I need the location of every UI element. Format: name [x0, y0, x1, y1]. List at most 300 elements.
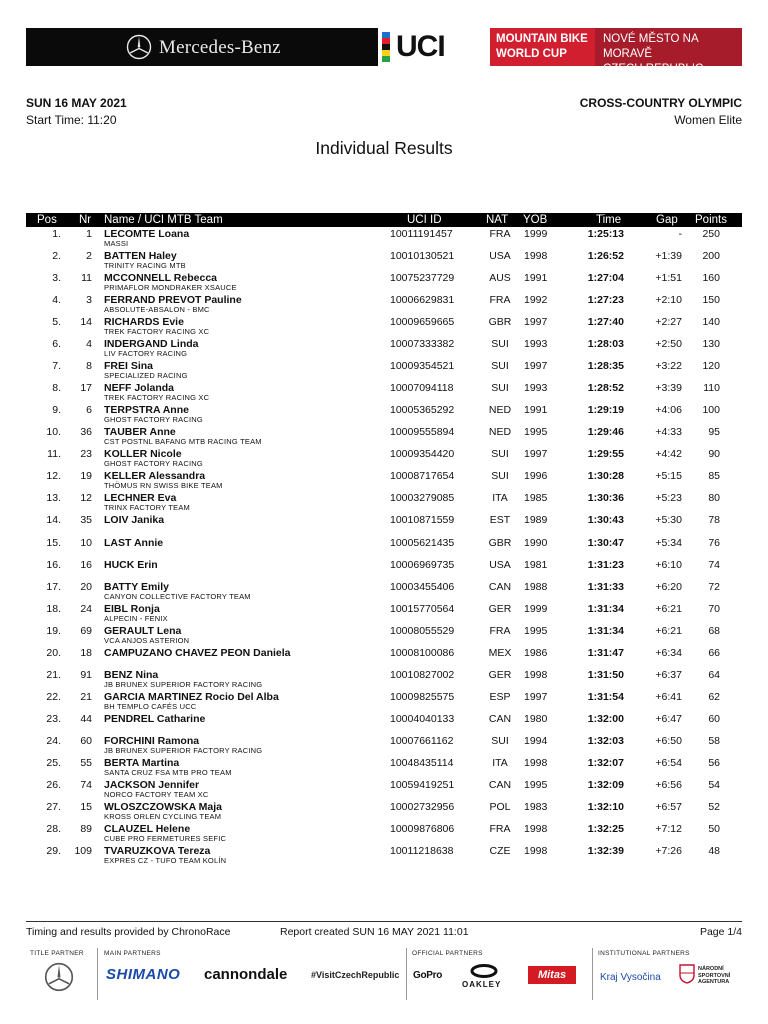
nationality: USA: [489, 250, 511, 262]
year-of-birth: 1998: [524, 757, 548, 769]
table-row: [26, 822, 742, 844]
time-gap: +5:34: [655, 537, 682, 549]
rider-name: BENZ Nina: [104, 669, 159, 681]
finish-time: 1:27:23: [587, 294, 624, 306]
year-of-birth: 1983: [524, 801, 548, 813]
agentura-logo: [698, 966, 730, 986]
rider-name: WLOSZCZOWSKA Maja: [104, 801, 223, 813]
uci-id: 10008717654: [390, 470, 455, 482]
bib-number: 19: [80, 470, 92, 482]
uci-id: 10011191457: [390, 228, 453, 240]
nationality: CAN: [488, 581, 512, 593]
table-row: [26, 491, 742, 513]
table-row: [26, 381, 742, 403]
rider-name: RICHARDS Evie: [104, 316, 184, 328]
finish-time: 1:32:07: [587, 757, 624, 769]
team-name: EXPRES CZ - TUFO TEAM KOLÍN: [104, 856, 227, 865]
gopro-logo: GoPro: [413, 970, 443, 981]
team-name: ALPECIN - FENIX: [104, 614, 168, 623]
nationality: NED: [488, 404, 512, 416]
table-row: [26, 712, 742, 734]
time-gap: +2:50: [655, 338, 682, 350]
finish-time: 1:31:23: [587, 559, 624, 571]
timing-credit: Timing and results provided by ChronoRace: [26, 926, 231, 938]
table-row: [26, 580, 742, 602]
team-name: KROSS ORLEN CYCLING TEAM: [104, 812, 222, 821]
uci-id: 10006629831: [390, 294, 455, 306]
rider-name: NEFF Jolanda: [104, 382, 175, 394]
year-of-birth: 1998: [524, 823, 548, 835]
time-gap: +6:47: [655, 713, 682, 725]
series-line1: MOUNTAIN BIKE: [496, 33, 588, 45]
finish-time: 1:29:46: [587, 426, 624, 438]
rider-name: CLAUZEL Helene: [104, 823, 191, 835]
points: 50: [708, 823, 720, 835]
uci-logo: [378, 28, 490, 66]
points: 150: [702, 294, 720, 306]
uci-id: 10009354521: [390, 360, 455, 372]
col-nr: Nr: [79, 214, 92, 226]
position: 14.: [46, 514, 61, 526]
uci-id: 10004040133: [390, 713, 455, 725]
points: 160: [702, 272, 720, 284]
points: 48: [708, 845, 720, 857]
time-gap: +2:10: [655, 294, 682, 306]
agentura-line: SPORTOVNÍ: [698, 972, 731, 979]
uci-id: 10005621435: [390, 537, 455, 549]
finish-time: 1:28:35: [587, 360, 624, 372]
nationality: ITA: [492, 757, 508, 769]
nationality: CAN: [488, 713, 512, 725]
time-gap: +6:50: [655, 735, 682, 747]
position: 15.: [46, 537, 61, 549]
time-gap: +4:33: [655, 426, 682, 438]
venue-line1: NOVÉ MĚSTO NA MORAVĚ: [603, 33, 699, 60]
position: 6.: [52, 338, 61, 350]
bib-number: 1: [86, 228, 92, 240]
year-of-birth: 1991: [524, 272, 548, 284]
points: 80: [708, 492, 720, 504]
partner-divider: [406, 948, 407, 1000]
rider-name: KOLLER Nicole: [104, 448, 182, 460]
uci-id: 10009354420: [390, 448, 455, 460]
points: 130: [702, 338, 720, 350]
sponsor-name: Mercedes-Benz: [159, 37, 281, 58]
year-of-birth: 1998: [524, 845, 548, 857]
bib-number: 10: [80, 537, 92, 549]
finish-time: 1:29:19: [587, 404, 624, 416]
nationality: SUI: [491, 360, 509, 372]
bib-number: 74: [80, 779, 92, 791]
rider-name: JACKSON Jennifer: [104, 779, 200, 791]
uci-id: 10007661162: [390, 735, 454, 747]
rider-name: INDERGAND Linda: [104, 338, 199, 350]
position: 7.: [52, 360, 61, 372]
time-gap: +6:41: [655, 691, 682, 703]
position: 19.: [46, 625, 61, 637]
bib-number: 60: [80, 735, 92, 747]
nationality: GBR: [488, 537, 512, 549]
rider-name: LECOMTE Loana: [104, 228, 190, 240]
nationality: ITA: [492, 492, 508, 504]
main-partners-label: MAIN PARTNERS: [104, 950, 161, 957]
year-of-birth: 1990: [524, 537, 548, 549]
table-row: [26, 778, 742, 800]
points: 110: [703, 382, 720, 394]
position: 8.: [52, 382, 61, 394]
col-pos: Pos: [37, 214, 57, 226]
uci-id: 10010130521: [390, 250, 455, 262]
col-points: Points: [695, 214, 727, 226]
table-row: [26, 558, 742, 580]
team-name: PRIMAFLOR MONDRAKER XSAUCE: [104, 283, 237, 292]
bib-number: 20: [80, 581, 92, 593]
table-row: [26, 800, 742, 822]
nationality: CAN: [488, 779, 512, 791]
points: 52: [708, 801, 720, 813]
nationality: SUI: [491, 338, 509, 350]
points: 250: [702, 228, 720, 240]
uci-id: 10048435114: [390, 757, 454, 769]
uci-id: 10011218638: [390, 845, 454, 857]
table-row: [26, 602, 742, 624]
team-name: SPECIALIZED RACING: [104, 371, 188, 380]
finish-time: 1:26:52: [587, 250, 624, 262]
bib-number: 18: [80, 647, 92, 659]
year-of-birth: 1993: [524, 382, 548, 394]
bib-number: 4: [86, 338, 92, 350]
team-name: ABSOLUTE-ABSALON - BMC: [104, 305, 210, 314]
team-name: SANTA CRUZ FSA MTB PRO TEAM: [104, 768, 232, 777]
time-gap: +6:10: [655, 559, 682, 571]
table-row: [26, 513, 742, 535]
rider-name: LAST Annie: [104, 537, 164, 549]
nationality: POL: [489, 801, 511, 813]
position: 23.: [46, 713, 61, 725]
table-row: [26, 646, 742, 668]
table-row: [26, 425, 742, 447]
oakley-logo: OAKLEY: [462, 980, 502, 989]
team-name: TRINX FACTORY TEAM: [104, 503, 190, 512]
time-gap: +6:37: [655, 669, 682, 681]
table-row: [26, 447, 742, 469]
team-name: JB BRUNEX SUPERIOR FACTORY RACING: [104, 746, 263, 755]
rider-name: LECHNER Eva: [104, 492, 177, 504]
finish-time: 1:27:40: [587, 316, 624, 328]
uci-id: 10007333382: [390, 338, 455, 350]
points: 90: [708, 448, 720, 460]
position: 12.: [46, 470, 61, 482]
position: 4.: [52, 294, 61, 306]
finish-time: 1:31:34: [587, 625, 624, 637]
uci-id: 10009659665: [390, 316, 455, 328]
team-name: CST POSTNL BAFANG MTB RACING TEAM: [104, 437, 262, 446]
team-name: GHOST FACTORY RACING: [104, 459, 203, 468]
finish-time: 1:31:33: [587, 581, 624, 593]
time-gap: +3:22: [655, 360, 682, 372]
time-gap: +6:54: [655, 757, 682, 769]
team-name: TREK FACTORY RACING XC: [104, 327, 210, 336]
nationality: SUI: [491, 735, 509, 747]
points: 74: [708, 559, 720, 571]
year-of-birth: 1998: [524, 250, 548, 262]
rider-name: BERTA Martina: [104, 757, 180, 769]
rider-name: GERAULT Lena: [104, 625, 182, 637]
time-gap: -: [678, 228, 682, 240]
time-gap: +5:23: [655, 492, 682, 504]
col-time: Time: [596, 214, 622, 226]
points: 54: [708, 779, 720, 791]
rider-name: MCCONNELL Rebecca: [104, 272, 217, 284]
year-of-birth: 1989: [524, 514, 548, 526]
position: 10.: [46, 426, 61, 438]
mercedes-star-icon: [126, 34, 152, 60]
finish-time: 1:30:28: [587, 470, 624, 482]
col-nat: NAT: [486, 214, 509, 226]
agentura-line: AGENTURA: [698, 979, 730, 985]
position: 11.: [47, 448, 61, 460]
oakley-ellipse-icon: [470, 964, 498, 978]
finish-time: 1:32:09: [587, 779, 624, 791]
col-yob: YOB: [523, 214, 548, 226]
finish-time: 1:30:43: [587, 514, 624, 526]
title-partner-label: TITLE PARTNER: [30, 950, 84, 957]
official-partners-label: OFFICIAL PARTNERS: [412, 950, 483, 957]
page-title: Individual Results: [315, 138, 453, 158]
position: 5.: [52, 316, 61, 328]
col-uci-id: UCI ID: [407, 214, 442, 226]
table-row: [26, 293, 742, 315]
time-gap: +5:15: [655, 470, 682, 482]
year-of-birth: 1985: [524, 492, 548, 504]
bib-number: 17: [80, 382, 92, 394]
results-table-header: [26, 213, 742, 227]
nationality: SUI: [491, 382, 509, 394]
kraj-vysocina-logo: Kraj Vysočina: [600, 972, 661, 983]
position: 9.: [52, 404, 61, 416]
header-banner: [26, 28, 742, 75]
rider-name: CAMPUZANO CHAVEZ PEON Daniela: [104, 647, 291, 659]
position: 16.: [46, 559, 61, 571]
team-name: GHOST FACTORY RACING: [104, 415, 203, 424]
points: 85: [708, 470, 720, 482]
bib-number: 69: [80, 625, 92, 637]
year-of-birth: 1992: [524, 294, 548, 306]
rider-name: BATTEN Haley: [104, 250, 177, 262]
bib-number: 16: [80, 559, 92, 571]
year-of-birth: 1995: [524, 426, 548, 438]
finish-time: 1:31:50: [587, 669, 624, 681]
rider-name: TERPSTRA Anne: [104, 404, 189, 416]
bib-number: 8: [86, 360, 92, 372]
bib-number: 44: [80, 713, 92, 725]
rider-name: TAUBER Anne: [104, 426, 176, 438]
mitas-logo: Mitas: [528, 966, 576, 984]
uci-id: 10007094118: [390, 382, 454, 394]
position: 2.: [52, 250, 61, 262]
bib-number: 89: [80, 823, 92, 835]
bib-number: 2: [86, 250, 92, 262]
position: 25.: [46, 757, 61, 769]
uci-id: 10015770564: [390, 603, 455, 615]
finish-time: 1:28:03: [587, 338, 624, 350]
position: 28.: [46, 823, 61, 835]
time-gap: +7:26: [655, 845, 682, 857]
bib-number: 55: [80, 757, 92, 769]
time-gap: +4:06: [655, 404, 682, 416]
nationality: GER: [488, 669, 512, 681]
position: 27.: [46, 801, 61, 813]
points: 120: [702, 360, 720, 372]
points: 70: [708, 603, 720, 615]
partner-divider: [592, 948, 593, 1000]
finish-time: 1:32:00: [587, 713, 624, 725]
bib-number: 24: [80, 603, 92, 615]
bib-number: 23: [80, 448, 92, 460]
position: 26.: [46, 779, 61, 791]
time-gap: +6:21: [655, 603, 682, 615]
agentura-emblem-icon: [679, 964, 695, 984]
finish-time: 1:32:25: [587, 823, 624, 835]
team-name: VCA ANJOS ASTERION: [104, 636, 190, 645]
footer-divider: [26, 921, 742, 922]
team-name: MASSI: [104, 239, 129, 248]
year-of-birth: 1991: [524, 404, 548, 416]
nationality: AUS: [489, 272, 511, 284]
finish-time: 1:28:52: [587, 382, 624, 394]
year-of-birth: 1999: [524, 228, 548, 240]
position: 22.: [46, 691, 61, 703]
rider-name: HUCK Erin: [104, 559, 158, 571]
position: 21.: [46, 669, 61, 681]
rider-name: GARCIA MARTINEZ Rocio Del Alba: [104, 691, 279, 703]
time-gap: +6:34: [655, 647, 682, 659]
nationality: FRA: [489, 625, 511, 637]
time-gap: +2:27: [655, 316, 682, 328]
year-of-birth: 1997: [524, 448, 548, 460]
time-gap: +6:20: [655, 581, 682, 593]
finish-time: 1:25:13: [587, 228, 624, 240]
report-created: Report created SUN 16 MAY 2021 11:01: [280, 926, 469, 938]
team-name: NORCO FACTORY TEAM XC: [104, 790, 209, 799]
team-name: BH TEMPLO CAFÉS UCC: [104, 702, 197, 711]
uci-id: 10003455406: [390, 581, 455, 593]
agentura-line: NÁRODNÍ: [698, 966, 724, 972]
series-badge: [490, 28, 595, 66]
rider-name: TVARUZKOVA Tereza: [104, 845, 211, 857]
finish-time: 1:31:47: [587, 647, 624, 659]
event-name: CROSS-COUNTRY OLYMPIC: [579, 96, 742, 110]
col-gap: Gap: [656, 214, 678, 226]
year-of-birth: 1995: [524, 779, 548, 791]
year-of-birth: 1997: [524, 360, 548, 372]
time-gap: +5:30: [655, 514, 682, 526]
cannondale-logo: cannondale: [204, 966, 288, 983]
race-date: SUN 16 MAY 2021: [26, 96, 127, 110]
table-row: [26, 624, 742, 646]
nationality: NED: [488, 426, 512, 438]
time-gap: +1:51: [655, 272, 682, 284]
rider-name: FREI Sina: [104, 360, 154, 372]
bib-number: 3: [86, 294, 92, 306]
points: 95: [708, 426, 720, 438]
partner-divider: [97, 948, 98, 1000]
rider-name: FORCHINI Ramona: [104, 735, 200, 747]
uci-text: UCI: [396, 30, 445, 63]
team-name: CUBE PRO FERMETURES SEFIC: [104, 834, 227, 843]
uci-id: 10009825575: [390, 691, 455, 703]
table-row: [26, 403, 742, 425]
finish-time: 1:31:34: [587, 603, 624, 615]
bib-number: 11: [81, 272, 92, 284]
year-of-birth: 1995: [524, 625, 548, 637]
position: 1.: [52, 228, 61, 240]
points: 78: [708, 514, 720, 526]
finish-time: 1:32:03: [587, 735, 624, 747]
time-gap: +6:21: [655, 625, 682, 637]
points: 100: [702, 404, 720, 416]
category: Women Elite: [674, 113, 742, 127]
table-row: [26, 469, 742, 491]
uci-id: 10008055529: [390, 625, 455, 637]
table-row: [26, 227, 742, 249]
table-row: [26, 844, 742, 866]
mercedes-star-icon: [44, 962, 74, 992]
bib-number: 6: [86, 404, 92, 416]
position: 18.: [46, 603, 61, 615]
finish-time: 1:32:39: [587, 845, 624, 857]
points: 66: [708, 647, 720, 659]
team-name: TREK FACTORY RACING XC: [104, 393, 210, 402]
uci-id: 10006969735: [390, 559, 455, 571]
team-name: TRINITY RACING MTB: [104, 261, 186, 270]
time-gap: +3:39: [655, 382, 682, 394]
rider-name: PENDREL Catharine: [104, 713, 206, 725]
uci-id: 10010871559: [390, 514, 455, 526]
nationality: FRA: [489, 823, 511, 835]
rider-name: KELLER Alessandra: [104, 470, 206, 482]
table-row: [26, 668, 742, 690]
rider-name: FERRAND PREVOT Pauline: [104, 294, 242, 306]
points: 68: [708, 625, 720, 637]
nationality: USA: [489, 559, 511, 571]
finish-time: 1:30:36: [587, 492, 624, 504]
time-gap: +4:42: [655, 448, 682, 460]
uci-id: 10009555894: [390, 426, 455, 438]
position: 3.: [52, 272, 61, 284]
table-row: [26, 690, 742, 712]
points: 200: [702, 250, 720, 262]
points: 72: [708, 581, 720, 593]
institutional-partners-label: INSTITUTIONAL PARTNERS: [598, 950, 690, 957]
year-of-birth: 1993: [524, 338, 548, 350]
nationality: GBR: [488, 316, 512, 328]
table-row: [26, 359, 742, 381]
uci-id: 10003279085: [390, 492, 455, 504]
uci-id: 10008100086: [390, 647, 455, 659]
bib-number: 14: [80, 316, 92, 328]
nationality: SUI: [491, 470, 509, 482]
uci-id: 10005365292: [390, 404, 455, 416]
team-name: CANYON COLLECTIVE FACTORY TEAM: [104, 592, 251, 601]
table-row: [26, 337, 742, 359]
bib-number: 15: [80, 801, 92, 813]
year-of-birth: 1997: [524, 316, 548, 328]
nationality: FRA: [489, 294, 511, 306]
year-of-birth: 1997: [524, 691, 548, 703]
venue-line2: CZECH REPUBLIC: [603, 63, 704, 75]
rider-name: LOIV Janika: [104, 514, 165, 526]
